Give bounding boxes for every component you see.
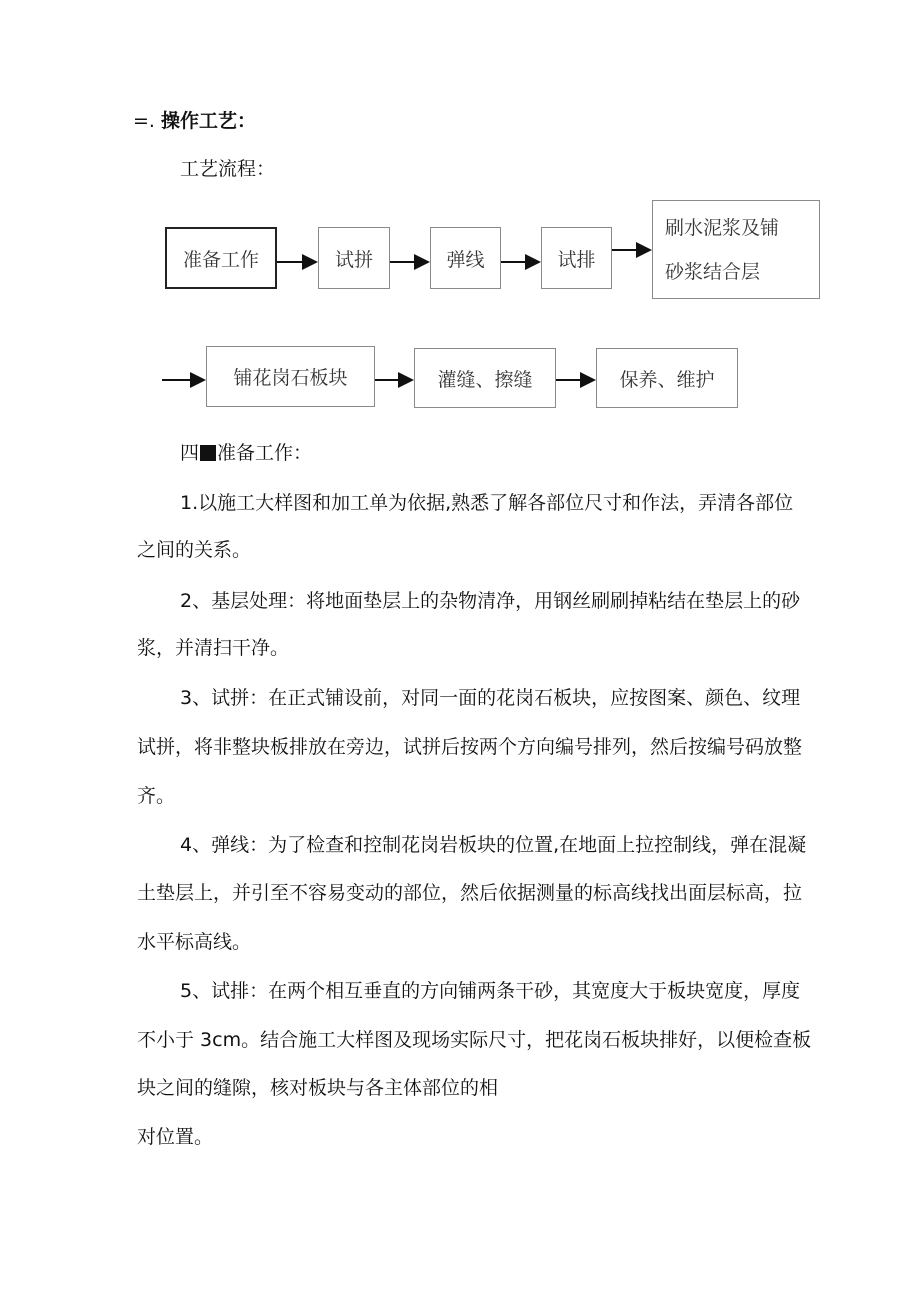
square-bullet-icon bbox=[200, 445, 216, 461]
final-line: 对位置。 bbox=[137, 1126, 214, 1148]
heading-title: 操作工艺： bbox=[161, 110, 257, 132]
heading-prefix: 四 bbox=[180, 442, 200, 464]
paragraph-1-line-1: 1.以施工大样图和加工单为依据,熟悉了解各部位尺寸和作法，弄清各部位 bbox=[180, 492, 794, 514]
paragraph-3-line-1: 3、试拼：在正式铺设前，对同一面的花岗石板块，应按图案、颜色、纹理 bbox=[180, 687, 801, 709]
flow-step-grout: 灌缝、擦缝 bbox=[414, 348, 556, 408]
paragraph-4-line-1: 4、弹线：为了检查和控制花岗岩板块的位置,在地面上拉控制线，弹在混凝 bbox=[180, 834, 807, 856]
paragraph-3-line-3: 齐。 bbox=[137, 785, 176, 807]
flow-step-mortar-bed-line1: 刷水泥浆及铺 bbox=[665, 216, 780, 239]
heading-title: 准备工作： bbox=[217, 442, 313, 464]
paragraph-5-line-3: 块之间的缝隙，核对板块与各主体部位的相 bbox=[137, 1077, 499, 1099]
flow-arrows bbox=[0, 0, 920, 420]
heading-prefix: =. bbox=[133, 110, 155, 132]
paragraph-5-line-2: 不小于 3cm。结合施工大样图及现场实际尺寸，把花岗石板块排好，以便检查板 bbox=[137, 1029, 812, 1051]
flow-step-maintain: 保养、维护 bbox=[596, 348, 738, 408]
flow-label: 工艺流程： bbox=[180, 158, 276, 180]
flow-step-trial-layout: 试排 bbox=[541, 227, 612, 289]
paragraph-1-line-2: 之间的关系。 bbox=[137, 539, 252, 561]
paragraph-2-line-1: 2、基层处理：将地面垫层上的杂物清净，用钢丝刷刷掉粘结在垫层上的砂 bbox=[180, 590, 801, 612]
paragraph-4-line-2: 土垫层上，并引至不容易变动的部位，然后依据测量的标高线找出面层标高，拉 bbox=[137, 882, 803, 904]
paragraph-5-line-1: 5、试排：在两个相互垂直的方向铺两条干砂，其宽度大于板块宽度，厚度 bbox=[180, 980, 801, 1002]
flow-step-trial-fit: 试拼 bbox=[318, 227, 390, 289]
section-heading-4 bbox=[180, 444, 312, 463]
flow-step-prepare: 准备工作 bbox=[165, 227, 277, 289]
paragraph-4-line-3: 水平标高线。 bbox=[137, 931, 252, 953]
paragraph-3-line-2: 试拼，将非整块板排放在旁边，试拼后按两个方向编号排列，然后按编号码放整 bbox=[137, 736, 803, 758]
flow-step-mortar-bed-line2: 砂浆结合层 bbox=[665, 260, 761, 283]
flow-step-lay-granite: 铺花岗石板块 bbox=[206, 346, 375, 407]
paragraph-2-line-2: 浆，并清扫干净。 bbox=[137, 637, 290, 659]
flow-step-chalk-line: 弹线 bbox=[430, 227, 501, 289]
